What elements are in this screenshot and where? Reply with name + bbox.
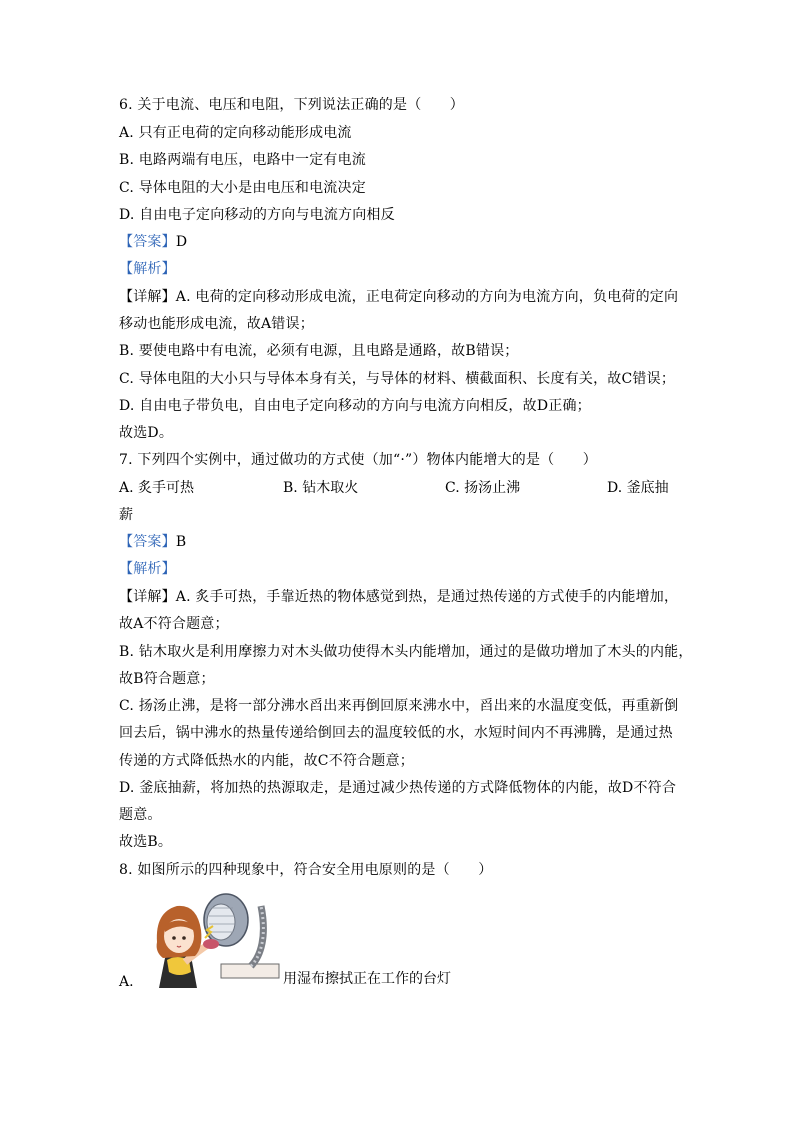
q7-detail-4: 故B符合题意； xyxy=(119,671,215,687)
q6-detail-3: B. 要使电路中有电流，必须有电源，且电路是通路，故B错误； xyxy=(119,343,519,359)
q7-option-b: B. 钻木取火 xyxy=(283,480,359,496)
answer-label: 【答案】 xyxy=(119,534,176,550)
answer-label: 【答案】 xyxy=(119,234,176,250)
q7-detail-7: 传递的方式降低热水的内能，故C不符合题意； xyxy=(119,753,414,769)
q7-detail-9: 题意。 xyxy=(119,807,162,823)
q6-option-a: A. 只有正电荷的定向移动能形成电流 xyxy=(119,125,352,141)
q7-detail-2: 故A不符合题意； xyxy=(119,616,229,632)
q7-detail-3: B. 钻木取火是利用摩擦力对木头做功使得木头内能增加，通过的是做功增加了木头的内能， xyxy=(119,644,693,660)
q7-analysis-label: 【解析】 xyxy=(119,561,176,577)
q7-detail-6: 回去后，锅中沸水的热量传递给倒回去的温度较低的水，水短时间内不再沸腾，是通过热 xyxy=(119,725,673,741)
q6-option-c: C. 导体电阻的大小是由电压和电流决定 xyxy=(119,180,366,196)
q7-detail-10: 故选B。 xyxy=(119,834,173,850)
q7-option-d: D. 釜底抽 xyxy=(607,480,669,496)
q6-detail-2: 移动也能形成电流，故A错误； xyxy=(119,316,314,332)
q6-detail-4: C. 导体电阻的大小只与导体本身有关，与导体的材料、横截面积、长度有关，故C错误； xyxy=(119,371,676,387)
q7-detail-8: D. 釜底抽薪，将加热的热源取走，是通过减少热传递的方式降低物体的内能，故D不符合 xyxy=(119,780,677,796)
q6-option-b: B. 电路两端有电压，电路中一定有电流 xyxy=(119,152,366,168)
q7-stem: 7. 下列四个实例中，通过做功的方式使（加“·”）物体内能增大的是（ ） xyxy=(119,452,597,468)
q7-option-a: A. 炙手可热 xyxy=(119,480,195,496)
q7-answer-line xyxy=(119,533,186,551)
q7-detail-1: 【详解】A. 炙手可热，手靠近热的物体感觉到热，是通过热传递的方式使手的内能增加， xyxy=(119,589,679,605)
q7-detail-5: C. 扬汤止沸，是将一部分沸水舀出来再倒回原来沸水中，舀出来的水温度变低，再重新倒 xyxy=(119,698,679,714)
q8-option-a-label: A. xyxy=(119,974,134,990)
q6-detail-6: 故选D。 xyxy=(119,425,174,441)
q6-analysis-label: 【解析】 xyxy=(119,261,176,277)
q7-option-d-wrap: 薪 xyxy=(119,507,134,523)
q6-option-d: D. 自由电子定向移动的方向与电流方向相反 xyxy=(119,207,395,223)
q6-stem: 6. 关于电流、电压和电阻，下列说法正确的是（ ） xyxy=(119,97,465,113)
q7-answer: B xyxy=(175,534,187,550)
q6-detail-1: 【详解】A. 电荷的定向移动形成电流，正电荷定向移动的方向为电流方向，负电荷的定向 xyxy=(119,289,679,305)
q7-option-c: C. 扬汤止沸 xyxy=(445,480,521,496)
q6-detail-5: D. 自由电子带负电，自由电子定向移动的方向与电流方向相反，故D正确； xyxy=(119,398,591,414)
q8-stem: 8. 如图所示的四种现象中，符合安全用电原则的是（ ） xyxy=(119,862,493,878)
q8-option-a-caption: 用湿布擦拭正在工作的台灯 xyxy=(283,971,451,987)
girl-wiping-lamp-illustration xyxy=(151,886,283,988)
q6-answer-line xyxy=(119,233,187,251)
q6-answer: D xyxy=(175,234,188,250)
